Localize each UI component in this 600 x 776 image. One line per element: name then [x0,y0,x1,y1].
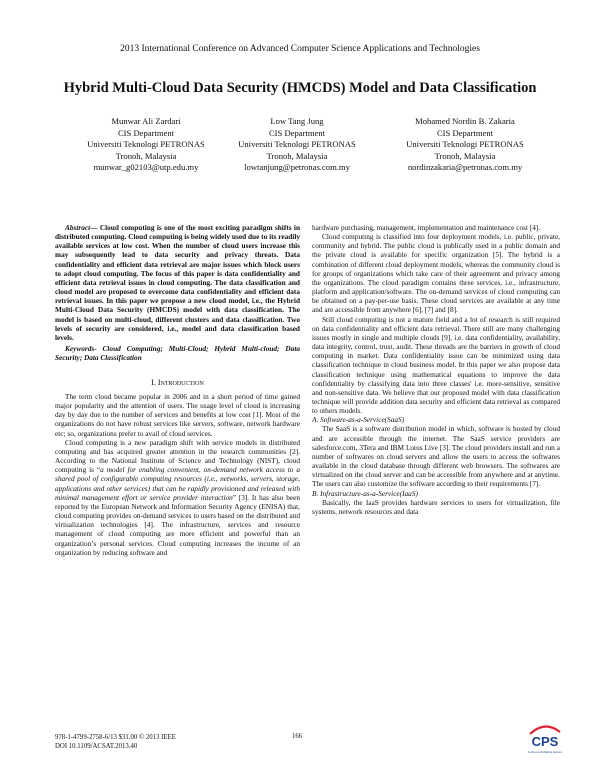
author-block-2 [207,116,387,174]
abstract [55,223,300,342]
subsection-heading-iaas: B. Infrastructure-as-a-Service(IaaS) [312,488,418,498]
cps-logo-icon [524,722,566,756]
abstract-text: — Cloud computing is one of the most exciting paradigm shifts in distributed computing. Cloud computing is being widely used due to its readily available services at low cost. When the number of cloud users increase this may subsequently lead to data security and privacy threats. Data confidentiality and efficient data retrieval are major issues which block users to adopt cloud computing. The focus of this paper is data confidentiality and efficient data retrieval issues in cloud computing. The data classification and cloud model are proposed to overcome data confidentiality and efficient data retrieval issues. In this paper we propose a new cloud model, i.e., the Hybrid Multi-Cloud Data Security (HMCDS) model with data classification. The model is based on multi-cloud, different clusters and data classification. Two levels of security are considered, i.e., model and data classification based levels. [55,223,300,342]
author-university: Universiti Teknologi PETRONAS [238,139,356,150]
author-department: CIS Department [436,127,494,138]
author-name: Low Tang Jung [270,116,324,126]
paragraph: Cloud computing is classified into four deployment models, i.e. public, private, community and hybrid. The public cloud is publically used in a public domain and the private cloud is available for specific organization [5]. The hybrid is a combination of different cloud deployment models, whereas the community cloud is for groups of organizations which take care of their agreement and privacy among the organizations. The cloud paradigm contains three services, i.e., infrastructure, platform and application/software. The on-demand services of cloud computing can be obtained on a pay-per-use basis. These cloud services are available at any time and are accessible from anywhere [6], [7] and [8]. [312,232,560,315]
author-name: Mohamed Nordin B. Zakaria [415,116,515,126]
right-column-body [312,223,560,516]
author-location: Tronoh, Malaysia [115,150,177,161]
paragraph: Still cloud computing is not a mature field and a lot of research is still required on data confidentiality and efficient data retrieval. There still are many challenging issues mostly in single and multiple clouds [9], i.e. data confidentiality, availability, data integrity, control, trust, audit. These threads are the barriers in growth of cloud computing in market. Data confidentiality issue can be minimized using data classification technique in cloud business model. In this paper we also propose data classification technique using mathematical equations to improve the data confidentiality by classifying data into three classes' i.e. more-sensitive, sensitive and non-sensitive data. We believe that our proposed model with data classification technique will provide addition data security and efficient data retrieval as compared to others models. [312,314,560,416]
conference-header: 2013 International Conference on Advanced Computer Science Applications and Technologies [120,44,480,54]
author-name: Munwar Ali Zardari [111,116,181,126]
cps-logo-subtitle: Conference Publishing Services [528,751,562,754]
paper-title: Hybrid Multi-Cloud Data Security (HMCDS) Model and Data Classification [63,80,537,96]
author-university: Universiti Teknologi PETRONAS [87,139,205,150]
cps-logo [524,722,566,756]
author-email: lowtanjung@petronas.com.my [244,162,350,173]
author-department: CIS Department [117,127,175,138]
isbn-line: 978-1-4799-2758-6/13 $31.00 © 2013 IEEE [55,734,176,741]
paragraph-text: ” [3]. It has also been reported by the European Network and Information Security Agency (ENISA) that, cloud computing provides on-demand services to users based on the distributed and virtualization technologies [4]. The infrastructure, services and resource management of cloud computing are more efficient and powerful than an organization’s personal services. Cloud computing increases the income of an organization by reducing software and [55,492,300,557]
paragraph [55,438,300,557]
author-university: Universiti Teknologi PETRONAS [406,139,524,150]
left-column-body [55,392,300,557]
cps-logo-text: CPS [531,734,559,749]
paragraph: The term cloud became popular in 2006 and in a short period of time gained major popularity and the attention of users. The usage level of cloud is increasing day by day due to the number of services and benefits at low cost [1]. Most of the organizations do not have robust services like servers, software, network hardware etc; so, organizations prefer to avail of cloud services. [55,392,300,438]
paragraph: Basically, the IaaS provides hardware services to users for virtualization, file systems, network resources and data [312,497,560,516]
author-email: nordinzakaria@petronas.com.my [407,162,523,173]
author-email: munwar_g02103@utp.edu.my [93,162,199,173]
footer-publication-info [55,733,176,751]
paragraph: The SaaS is a software distribution model in which, software is hosted by cloud and are accessible through the internet. The SaaS service providers are salesforce.com, 3Tera and IBM Lotus Live [3]. The cloud providers install and run a number of softwares on cloud servers and allow the users to access the softwares available in the cloud database through different web browsers. The softwares are virtualized on the cloud server and can be accessible from anywhere and at anytime. The users can also customize the software according to their requirements [7]. [312,424,560,489]
author-block-3 [375,116,555,174]
page-number: 166 [292,733,303,740]
section-heading-introduction: I. Introduction [151,378,204,387]
author-location: Tronoh, Malaysia [434,150,496,161]
nist-quote: a model for enabling convenient, on-demand network access to a shared pool of configurable computing resources (i.e., networks, servers, storage, applications and other services) that can be rapidly provisioned and released with minimal management effort or service provider interaction [55,465,300,502]
paragraph: hardware purchasing, management, implementation and maintenance cost [4]. [312,223,541,232]
doi-line: DOI 10.1109/ACSAT.2013.40 [55,743,138,750]
author-department: CIS Department [268,127,326,138]
abstract-label: Abstract [65,223,91,232]
paragraph-text: Cloud computing is a new paradigm shift with service models in distributed computing and has acquired greater attention in the research communities [2]. According to the National Institute of Science and Technology (NIST), cloud computing is “ [55,437,300,475]
author-location: Tronoh, Malaysia [266,150,328,161]
subsection-heading-saas: A. Software-as-a-Service(SaaS) [312,415,405,425]
keywords: Keywords- Cloud Computing; Multi-Cloud; Hybrid Multi-cloud; Data Security; Data Classification [55,344,300,363]
